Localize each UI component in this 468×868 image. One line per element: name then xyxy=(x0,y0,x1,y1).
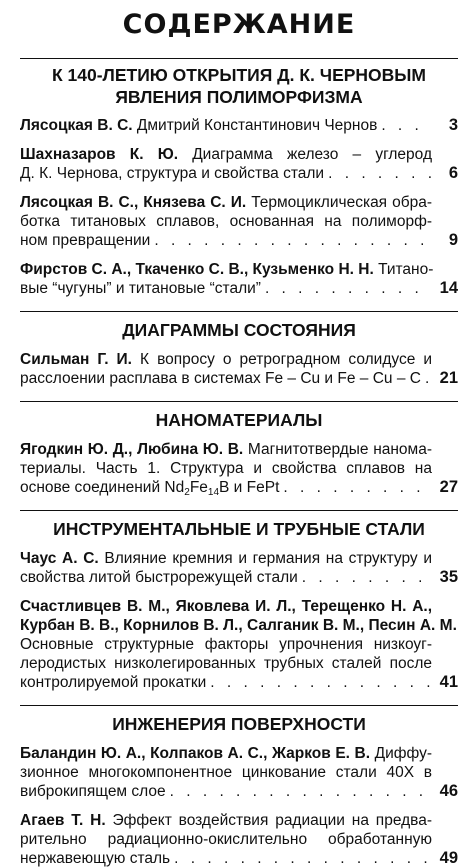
leader-dots xyxy=(174,849,432,868)
entry-title: ботка титановых сплавов, основанная на полиморф- xyxy=(20,213,432,230)
page-number: 9 xyxy=(448,231,458,249)
entry-authors: Лясоцкая В. С. xyxy=(20,117,133,134)
table-of-contents xyxy=(20,0,458,868)
page-number: 41 xyxy=(439,673,458,691)
leader-dots xyxy=(381,116,432,135)
leader-dots xyxy=(328,164,432,183)
entry-title: Диаграмма железо – углерод xyxy=(192,146,432,163)
toc-entry[interactable] xyxy=(20,597,458,692)
entry-title: свойства литой быстрорежущей стали xyxy=(20,569,298,586)
entry-authors: Курбан В. В., Корнилов В. Л., Салганик В. М., Песин А. М. xyxy=(20,617,457,634)
page-title: СОДЕРЖАНИЕ xyxy=(122,9,356,40)
entry-authors: Сильман Г. И. xyxy=(20,351,132,368)
entry-title: Термоциклическая обра- xyxy=(251,194,432,211)
entry-title: Основные структурные факторы упрочнения низкоуг- xyxy=(20,636,432,653)
entry-title: Влияние кремния и германия на структуру и xyxy=(104,550,432,567)
entry-authors: Счастливцев В. М., Яковлева И. Л., Терещенко Н. А., xyxy=(20,598,432,615)
leader-dots xyxy=(283,478,432,497)
entry-title: рительно радиационно-окислительно обработанную xyxy=(20,831,432,848)
entry-authors: Фирстов С. А., Ткаченко С. В., Кузьменко Н. Н. xyxy=(20,261,374,278)
leader-dots xyxy=(302,568,432,587)
entry-title: леродистых низколегированных трубных сталей после xyxy=(20,655,432,672)
toc-entry[interactable] xyxy=(20,145,458,183)
page-number: 21 xyxy=(439,369,458,387)
entry-authors: Лясоцкая В. С., Князева С. И. xyxy=(20,194,247,211)
page-number: 3 xyxy=(448,116,458,134)
entry-title: Титано- xyxy=(378,261,434,278)
entry-authors: Шахназаров К. Ю. xyxy=(20,146,178,163)
entry-authors: Баландин Ю. А., Колпаков А. С., Жарков Е. В. xyxy=(20,745,371,762)
page-number: 49 xyxy=(439,849,458,867)
entry-title: расслоении расплава в системах Fe – Cu и Fe – Cu – C xyxy=(20,370,421,387)
entry-title: Диффу- xyxy=(374,745,433,762)
page-number: 6 xyxy=(448,164,458,182)
entry-title: Эффект воздействия радиации на предва- xyxy=(112,812,432,829)
entry-title: Д. К. Чернова, структура и свойства стали xyxy=(20,165,325,182)
leader-dots xyxy=(170,782,432,801)
toc-entry[interactable] xyxy=(20,350,458,388)
leader-dots xyxy=(265,279,432,298)
toc-entry[interactable] xyxy=(20,193,458,250)
section-heading: ИНСТРУМЕНТАЛЬНЫЕ И ТРУБНЫЕ СТАЛИ xyxy=(53,519,425,539)
entry-authors: Агаев Т. Н. xyxy=(20,812,106,829)
divider xyxy=(20,401,458,402)
section-heading: ДИАГРАММЫ СОСТОЯНИЯ xyxy=(122,320,356,340)
entry-title: контролируемой прокатки xyxy=(20,674,207,691)
entry-title: Дмитрий Константинович Чернов xyxy=(136,117,378,134)
section-heading: ИНЖЕНЕРИЯ ПОВЕРХНОСТИ xyxy=(112,714,366,734)
entry-title: К вопросу о ретроградном солидусе и xyxy=(140,351,432,368)
toc-entry[interactable] xyxy=(20,811,458,868)
toc-entry[interactable] xyxy=(20,440,458,497)
leader-dots xyxy=(210,673,432,692)
entry-title: ном превращении xyxy=(20,232,151,249)
divider xyxy=(20,58,458,59)
leader-dots xyxy=(425,369,432,388)
entry-authors: Ягодкин Ю. Д., Любина Ю. В. xyxy=(20,441,244,458)
divider xyxy=(20,705,458,706)
section-heading: ЯВЛЕНИЯ ПОЛИМОРФИЗМА xyxy=(115,87,363,107)
entry-title: основе соединений $Nd_2Fe_{14}B$ и FePt xyxy=(20,479,280,498)
toc-entry[interactable] xyxy=(20,549,458,587)
page-number: 35 xyxy=(439,568,458,586)
entry-title: вые “чугуны” и титановые “стали” xyxy=(20,280,261,297)
section-heading: НАНОМАТЕРИАЛЫ xyxy=(155,410,323,430)
page-number: 46 xyxy=(439,782,458,800)
toc-entry[interactable] xyxy=(20,744,458,801)
leader-dots xyxy=(154,231,432,250)
entry-title: зионное многокомпонентное цинкование стали 40Х в xyxy=(20,764,432,781)
page-number: 27 xyxy=(439,478,458,496)
entry-title: нержавеющую сталь xyxy=(20,850,171,867)
divider xyxy=(20,510,458,511)
toc-entry[interactable] xyxy=(20,260,458,298)
entry-title: териалы. Часть 1. Структура и свойства сплавов на xyxy=(20,460,432,477)
section-heading: К 140-ЛЕТИЮ ОТКРЫТИЯ Д. К. ЧЕРНОВЫМ xyxy=(51,65,427,85)
page-number: 14 xyxy=(439,279,458,297)
toc-entry[interactable] xyxy=(20,116,458,135)
entry-title: виброкипящем слое xyxy=(20,783,166,800)
entry-authors: Чаус А. С. xyxy=(20,550,99,567)
entry-title: Магнитотвердые нанома- xyxy=(247,441,432,458)
divider xyxy=(20,311,458,312)
